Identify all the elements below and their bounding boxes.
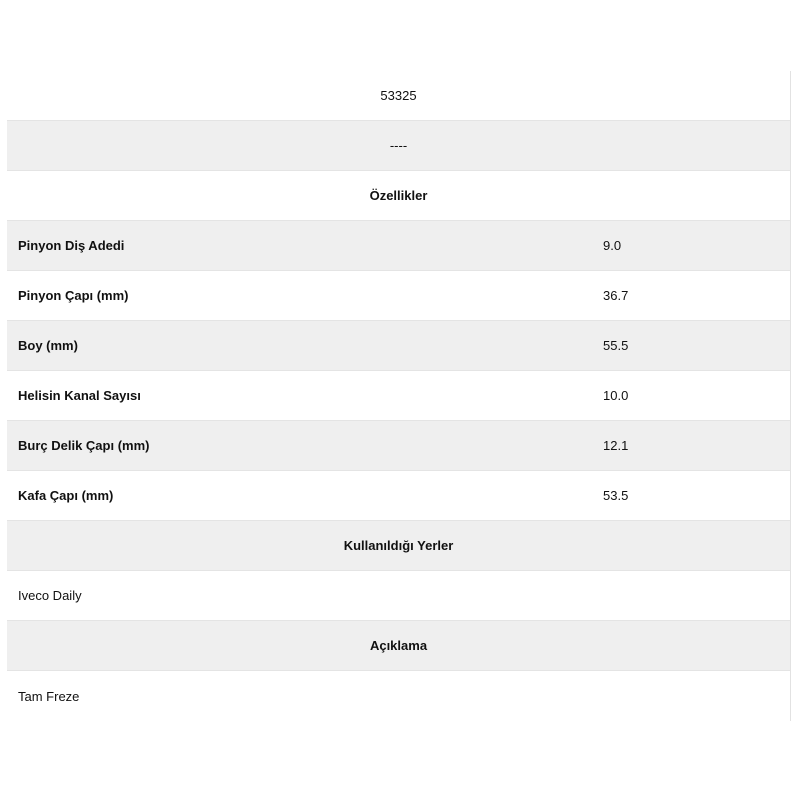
table-row [7,271,790,321]
table-row [7,321,790,371]
description-text: Tam Freze [18,688,80,704]
feature-label: Kafa Çapı (mm) [18,488,114,503]
description-header-row [7,621,790,671]
feature-value: 12.1 [603,438,629,453]
table-row [7,221,790,271]
usage-header-row [7,521,790,571]
usage-heading: Kullanıldığı Yerler [343,538,454,553]
product-code: 53325 [380,88,417,103]
table-row [7,421,790,471]
feature-value: 36.7 [603,288,629,303]
product-code-row [7,71,790,121]
feature-value: 9.0 [603,238,622,253]
usage-text: Iveco Daily [18,588,82,603]
features-header-row [7,171,790,221]
feature-value: 10.0 [603,388,629,403]
features-heading: Özellikler [369,188,428,203]
feature-label: Burç Delik Çapı (mm) [18,438,150,453]
product-subcode: ---- [389,138,408,153]
feature-value: 55.5 [603,338,629,353]
spec-table [7,71,791,721]
usage-row [7,571,790,621]
feature-label: Boy (mm) [18,338,78,353]
feature-value: 53.5 [603,488,629,503]
feature-label: Helisin Kanal Sayısı [18,388,141,403]
table-row [7,371,790,421]
product-subcode-row [7,121,790,171]
description-row [7,671,790,721]
description-heading: Açıklama [369,638,428,653]
table-row [7,471,790,521]
feature-label: Pinyon Diş Adedi [18,238,125,253]
feature-label: Pinyon Çapı (mm) [18,288,129,303]
